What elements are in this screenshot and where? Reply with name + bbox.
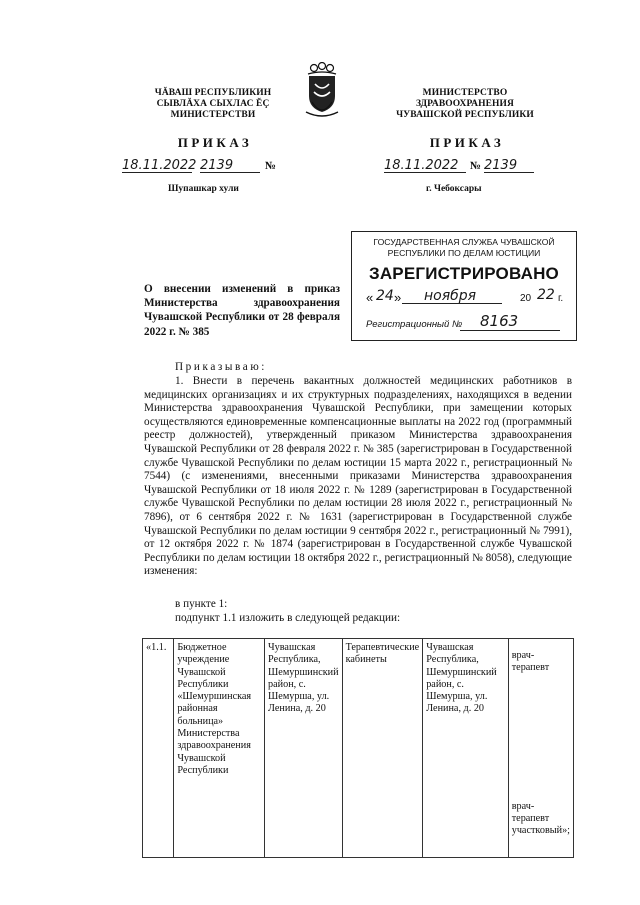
cell-address: Чувашская Республика, Шемуршинский район, с. Шемурша, ул. Ленина, д. 20 (423, 639, 509, 858)
order-word: Приказываю: (175, 361, 267, 373)
left-date-line (122, 158, 282, 174)
stamp-year-prefix: 20 (520, 293, 532, 304)
right-number-sign: № (470, 160, 482, 172)
right-number: 2139 (484, 158, 534, 173)
right-org-name: МИНИСТЕРСТВО ЗДРАВООХРАНЕНИЯ ЧУВАШСКОЙ РЕСПУБЛИКИ (396, 88, 534, 120)
cell-unit: Терапевтические кабинеты (342, 639, 423, 858)
stamp-org-line1: ГОСУДАРСТВЕННАЯ СЛУЖБА ЧУВАШСКОЙ (373, 237, 555, 247)
paragraph-1: 1. Внести в перечень вакантных должностей медицинских работников в медицинских организациях и их структурных подразделениях, находящихся в ведении Министерства здравоохранения Чувашской Республики, при замещении которых осуществляются единовременные компенсационные выплаты на 2022 год (программный реестр должностей), утвержденный приказом Министерства здравоохранения Чувашской Республики от 28 февраля 2022 г. № 385 (зарегистрирован в Государственной службе Чувашской Республики по делам юстиции 15 марта 2022 г., регистрационный № 7544) (с изменениями, внесенными приказами Министерства здравоохранения Чувашской Республики от 18 июля 2022 г. № 1289 (зарегистрирован в Государственной службе Чувашской Республики по делам юстиции 28 июля 2022 г., регистрационный № 7896), от 6 сентября 2022 г. № 1631 (зарегистрирован в Государственной службе Чувашской Республики по делам юстиции 9 сентября 2022 г., регистрационный № 7991), от 12 октября 2022 г. № 1874 (зарегистрирован в Государственной службе Чувашской Республики по делам юстиции 18 октября 2022 г., регистрационный № 8058), следующие изменения: (144, 375, 572, 578)
point-line: в пункте 1: (175, 598, 228, 610)
position-bottom: врач-терапевт участковый»; (511, 800, 570, 837)
subpoint-line: подпункт 1.1 изложить в следующей редакции: (175, 612, 401, 624)
table-row (143, 639, 574, 858)
stamp-year-suffix: 22 (537, 287, 555, 303)
cell-institution: Бюджетное учреждение Чувашской Республики «Шемуршинская районная больница» Министерства здравоохранения Чувашской Республики (174, 639, 265, 858)
left-org-name: ЧĂВАШ РЕСПУБЛИКИН СЫВЛĂХА СЫХЛАС ĔÇ МИНИСТЕРСТВИ (154, 88, 272, 120)
right-city: г. Чебоксары (426, 184, 482, 194)
positions-table (142, 638, 574, 858)
registration-stamp: ГОСУДАРСТВЕННАЯ СЛУЖБА ЧУВАШСКОЙ РЕСПУБЛИКИ ПО ДЕЛАМ ЮСТИЦИИ ЗАРЕГИСТРИРОВАНО « 24 » ноября 20 22 г. Регистрационный № 8163 (351, 231, 577, 341)
left-order-title: ПРИКАЗ (177, 135, 253, 150)
stamp-reg-label: Регистрационный № (366, 319, 463, 330)
stamp-day: 24 (376, 288, 394, 304)
cell-num: «1.1. (143, 639, 174, 858)
right-order-title: ПРИКАЗ (429, 135, 505, 150)
right-date-line (384, 158, 544, 174)
stamp-registered: ЗАРЕГИСТРИРОВАНО (368, 264, 559, 283)
left-number: 2139 (200, 158, 260, 173)
stamp-org-line2: РЕСПУБЛИКИ ПО ДЕЛАМ ЮСТИЦИИ (387, 248, 541, 258)
stamp-reg-number: 8163 (480, 312, 519, 330)
cell-location: Чувашская Республика, Шемуршинский район, с. Шемурша, ул. Ленина, д. 20 (265, 639, 343, 858)
chuvash-emblem-icon (302, 62, 342, 122)
cell-position (508, 639, 573, 858)
left-number-sign: № (265, 160, 277, 172)
left-city: Шупашкар хули (168, 184, 239, 194)
stamp-month: ноября (424, 288, 477, 304)
stamp-year-letter: г. (558, 293, 564, 304)
right-date: 18.11.2022 (384, 158, 466, 173)
position-top: врач-терапевт (511, 650, 550, 674)
left-date: 18.11.2022 (122, 158, 197, 173)
order-subject: О внесении изменений в приказ Министерства здравоохранения Чувашской Республики от 28 февраля 2022 г. № 385 (144, 283, 340, 338)
